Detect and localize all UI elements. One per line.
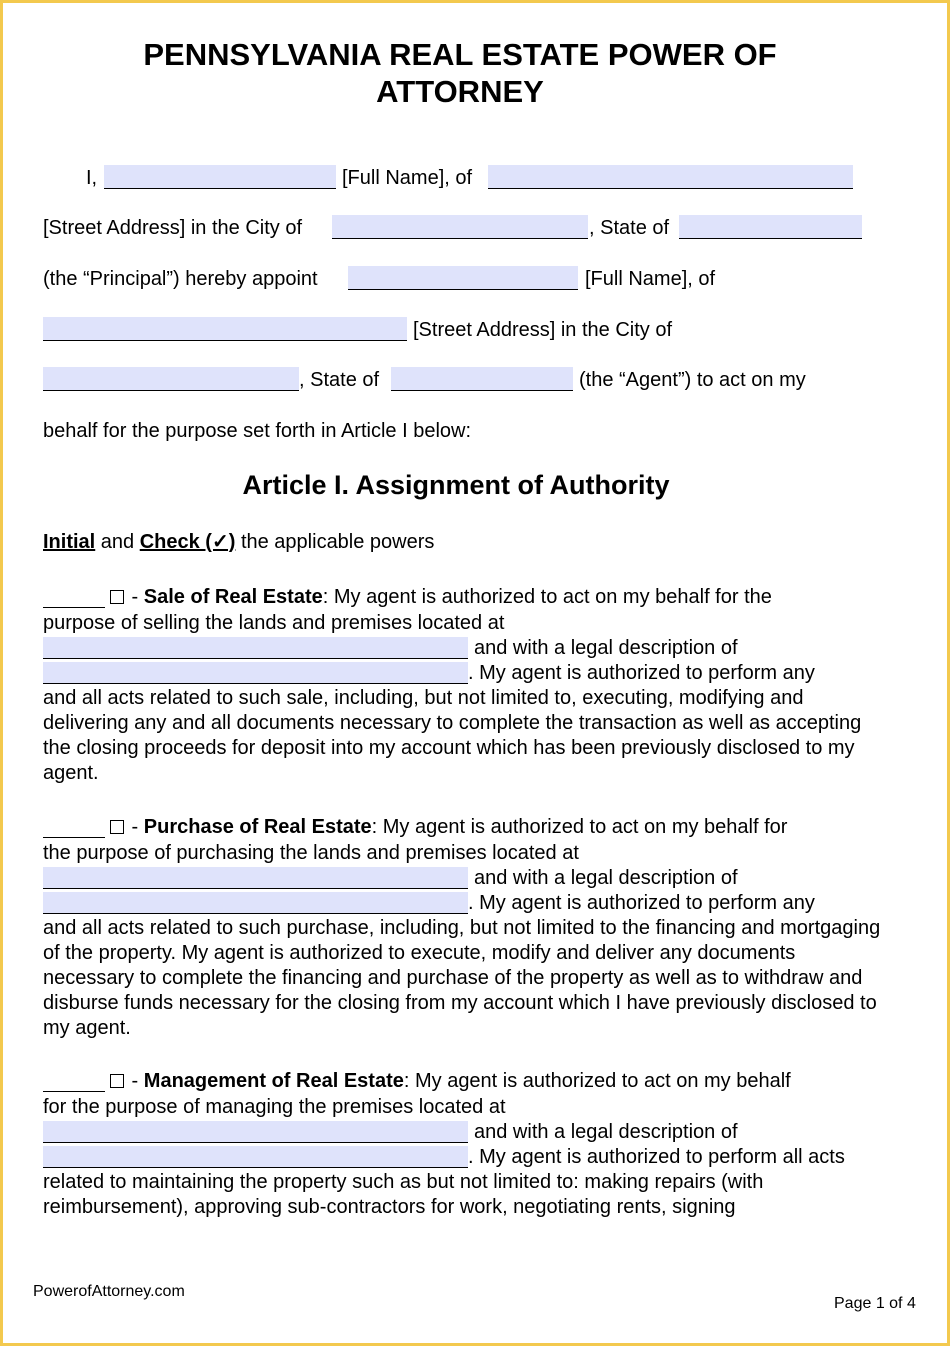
management-location-field[interactable] [43, 1121, 468, 1143]
agent-street-address-field[interactable] [43, 317, 407, 341]
management-legal-desc: and with a legal description of [474, 1121, 738, 1143]
management-dash: - [126, 1070, 144, 1092]
management-intro: : My agent is authorized to act on my behalf [403, 1070, 791, 1092]
principal-full-name-field[interactable] [104, 165, 336, 189]
purchase-line-2: the purpose of purchasing the lands and premises located at [43, 842, 579, 864]
intro-state-of: , State of [589, 217, 670, 239]
sale-legal-desc: and with a legal description of [474, 637, 738, 659]
intro-i: I, [86, 167, 98, 189]
sale-location-field[interactable] [43, 637, 468, 659]
purchase-dash: - [126, 816, 144, 838]
purchase-perform: . My agent is authorized to perform any [468, 892, 815, 914]
purchase-body: and all acts related to such purchase, including, but not limited to the financing and mortgaging of the property. My agent is authorized to execute, modify and deliver any documents necessary to complete the financing and purchase of the property as well as to withdraw and disburse funds necessary for the closing from my account which I have previously disclosed to my agent. [43, 917, 881, 1039]
sale-dash: - [126, 586, 144, 608]
sale-legal-description-field[interactable] [43, 662, 468, 684]
sale-initial-field[interactable] [43, 586, 105, 608]
document-title-line-1: PENNSYLVANIA REAL ESTATE POWER OF [143, 37, 777, 72]
principal-city-field[interactable] [332, 215, 588, 239]
management-line-2: for the purpose of managing the premises located at [43, 1096, 506, 1118]
management-checkbox[interactable] [110, 1074, 124, 1088]
intro-street-city-2: [Street Address] in the City of [413, 319, 673, 341]
purchase-legal-desc: and with a legal description of [474, 867, 738, 889]
purchase-header-line [110, 815, 787, 839]
footer-page-number: Page 1 of 4 [834, 1295, 916, 1312]
intro-full-name-of: [Full Name], of [342, 167, 473, 189]
intro-agent-act: (the “Agent”) to act on my [579, 369, 806, 391]
principal-state-field[interactable] [679, 215, 862, 239]
sale-title: Sale of Real Estate [143, 586, 323, 608]
sale-perform: . My agent is authorized to perform any [468, 662, 815, 684]
purchase-legal-description-field[interactable] [43, 892, 468, 914]
agent-state-field[interactable] [391, 367, 573, 391]
sale-line-2: purpose of selling the lands and premises located at [43, 612, 505, 634]
purchase-intro: : My agent is authorized to act on my behalf for [371, 816, 788, 838]
purchase-location-field[interactable] [43, 867, 468, 889]
purchase-initial-field[interactable] [43, 816, 105, 838]
management-title: Management of Real Estate [143, 1070, 404, 1092]
management-body: related to maintaining the property such as but not limited to: making repairs (with reimbursement), approving sub-contractors for work, negotiating rents, signing [43, 1171, 764, 1218]
agent-city-field[interactable] [43, 367, 299, 391]
instruction-initial: Initial [43, 531, 96, 553]
footer-site: PowerofAttorney.com [33, 1283, 185, 1300]
intro-principal-appoint: (the “Principal”) hereby appoint [43, 268, 318, 290]
sale-body: and all acts related to such sale, including, but not limited to, executing, modifying and delivering any and all documents necessary to complete the transaction as well as accepting the closing proceeds for deposit into my account which has been previously disclosed to my agent. [43, 687, 862, 784]
agent-full-name-field[interactable] [348, 266, 578, 290]
management-legal-description-field[interactable] [43, 1146, 468, 1168]
instruction-and: and [95, 531, 140, 553]
instruction-check: Check (✓) [139, 531, 236, 553]
management-header-line [110, 1069, 791, 1093]
instruction-rest: the applicable powers [235, 531, 435, 553]
document-title-line-2: ATTORNEY [376, 74, 544, 109]
intro-full-name-of-2: [Full Name], of [585, 268, 716, 290]
purchase-checkbox[interactable] [110, 820, 124, 834]
purchase-title: Purchase of Real Estate [143, 816, 372, 838]
sale-header-line [110, 585, 772, 609]
principal-street-address-field[interactable] [488, 165, 853, 189]
article-heading: Article I. Assignment of Authority [242, 470, 670, 500]
management-perform: . My agent is authorized to perform all acts [468, 1146, 845, 1168]
sale-checkbox[interactable] [110, 590, 124, 604]
intro-state-of-2: , State of [299, 369, 380, 391]
intro-street-city: [Street Address] in the City of [43, 217, 303, 239]
sale-intro: : My agent is authorized to act on my behalf for the [322, 586, 772, 608]
management-initial-field[interactable] [43, 1070, 105, 1092]
intro-behalf: behalf for the purpose set forth in Article I below: [43, 420, 472, 442]
instruction-line [43, 530, 434, 554]
